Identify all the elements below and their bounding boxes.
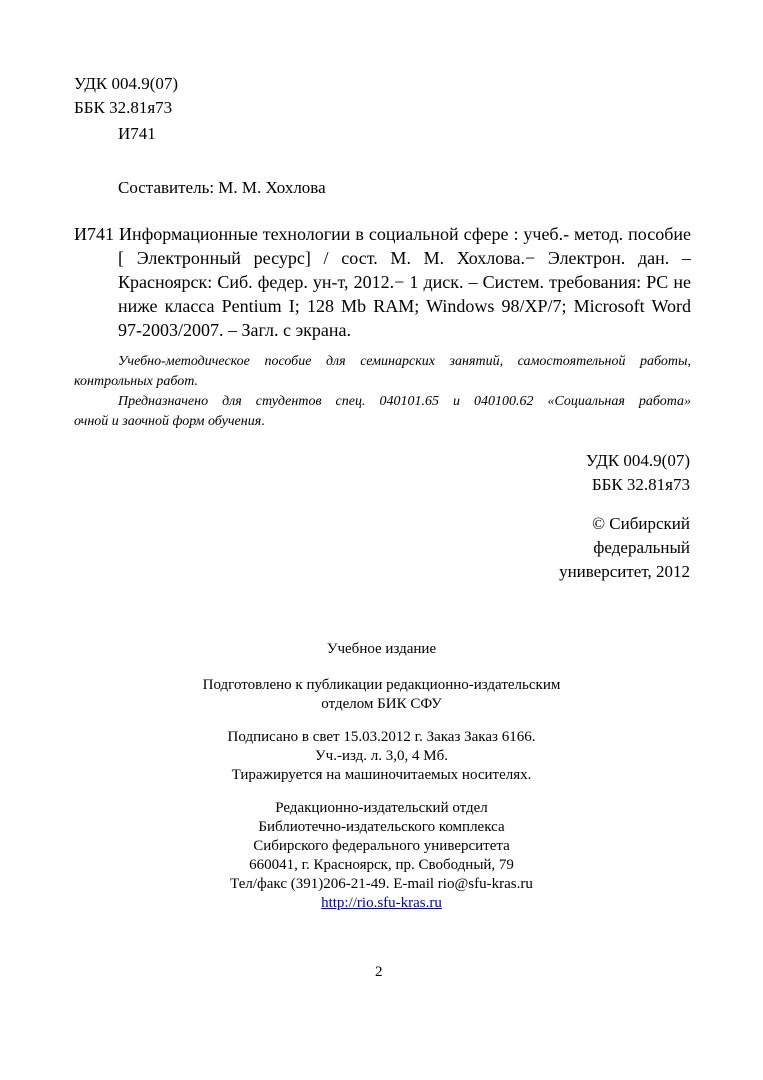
author-index: И741 <box>118 124 156 143</box>
annotation-line: Предназначено для студентов спец. 040101.65 и 040100.62 «Социальная работа» <box>118 394 691 409</box>
bib-line: ниже класса Pentium I; 128 Mb RAM; Windows 98/XP/7; Microsoft Word <box>118 296 691 316</box>
prepared-line: отделом БИК СФУ <box>321 696 442 712</box>
edition-type <box>0 640 763 659</box>
bibliographic-description <box>118 246 691 342</box>
bib-line: [ Электронный ресурс] / сост. М. М. Хохлова.− Электрон. дан. – <box>118 248 691 268</box>
signed-block <box>0 728 763 785</box>
publisher-contact: Тел/факс (391)206-21-49. E-mail rio@sfu-kras.ru <box>230 876 533 892</box>
prepared-block <box>0 676 763 714</box>
copies-line: Тиражируется на машиночитаемых носителях. <box>231 767 532 783</box>
annotation <box>74 352 691 432</box>
prepared-line: Подготовлено к публикации редакционно-издательским <box>202 677 561 693</box>
publisher-address: 660041, г. Красноярск, пр. Свободный, 79 <box>249 857 514 873</box>
annotation-line: контрольных работ. <box>74 374 198 389</box>
publisher-line: Библиотечно-издательского комплекса <box>258 819 505 835</box>
page-number-text: 2 <box>375 966 383 980</box>
copyright-line: университет, 2012 <box>559 562 690 581</box>
volume-line: Уч.-изд. л. 3,0, 4 Мб. <box>315 748 448 764</box>
signed-line: Подписано в свет 15.03.2012 г. Заказ Заказ 6166. <box>227 729 536 745</box>
copyright-line: © Сибирский <box>592 514 690 533</box>
bib-line: 97-2003/2007. – Загл. с экрана. <box>118 320 352 340</box>
compiler-line: Составитель: М. М. Хохлова <box>118 178 326 197</box>
bib-line: Красноярск: Сиб. федер. ун-т, 2012.− 1 диск. – Систем. требования: PC не <box>118 272 691 292</box>
publisher-line: Сибирского федерального университета <box>253 838 510 854</box>
bbk-code-top: ББК 32.81я73 <box>74 98 173 117</box>
udk-code: УДК 004.9(07) <box>585 451 690 470</box>
publisher-url-link[interactable]: http://rio.sfu-kras.ru <box>321 895 442 911</box>
publisher-line: Редакционно-издательский отдел <box>275 800 488 816</box>
bbk-code: ББК 32.81я73 <box>591 475 690 494</box>
udk-code-top: УДК 004.9(07) <box>74 74 179 93</box>
bib-line-lead: И741 Информационные технологии в социальной сфере : учеб.- метод. пособие <box>74 224 691 244</box>
publisher-block <box>0 799 763 913</box>
page-number <box>375 966 389 980</box>
copyright-block <box>400 512 690 584</box>
edition-type-text: Учебное издание <box>326 641 437 657</box>
copyright-line: федеральный <box>593 538 690 557</box>
classification-block <box>400 449 690 497</box>
annotation-text: очной и заочной форм обучения <box>74 414 262 429</box>
annotation-line-last: очной и заочной форм обучения. <box>74 414 265 429</box>
bibliographic-lead <box>74 222 691 246</box>
annotation-line: Учебно-методическое пособие для семинарских занятий, самостоятельной работы, <box>118 354 691 369</box>
